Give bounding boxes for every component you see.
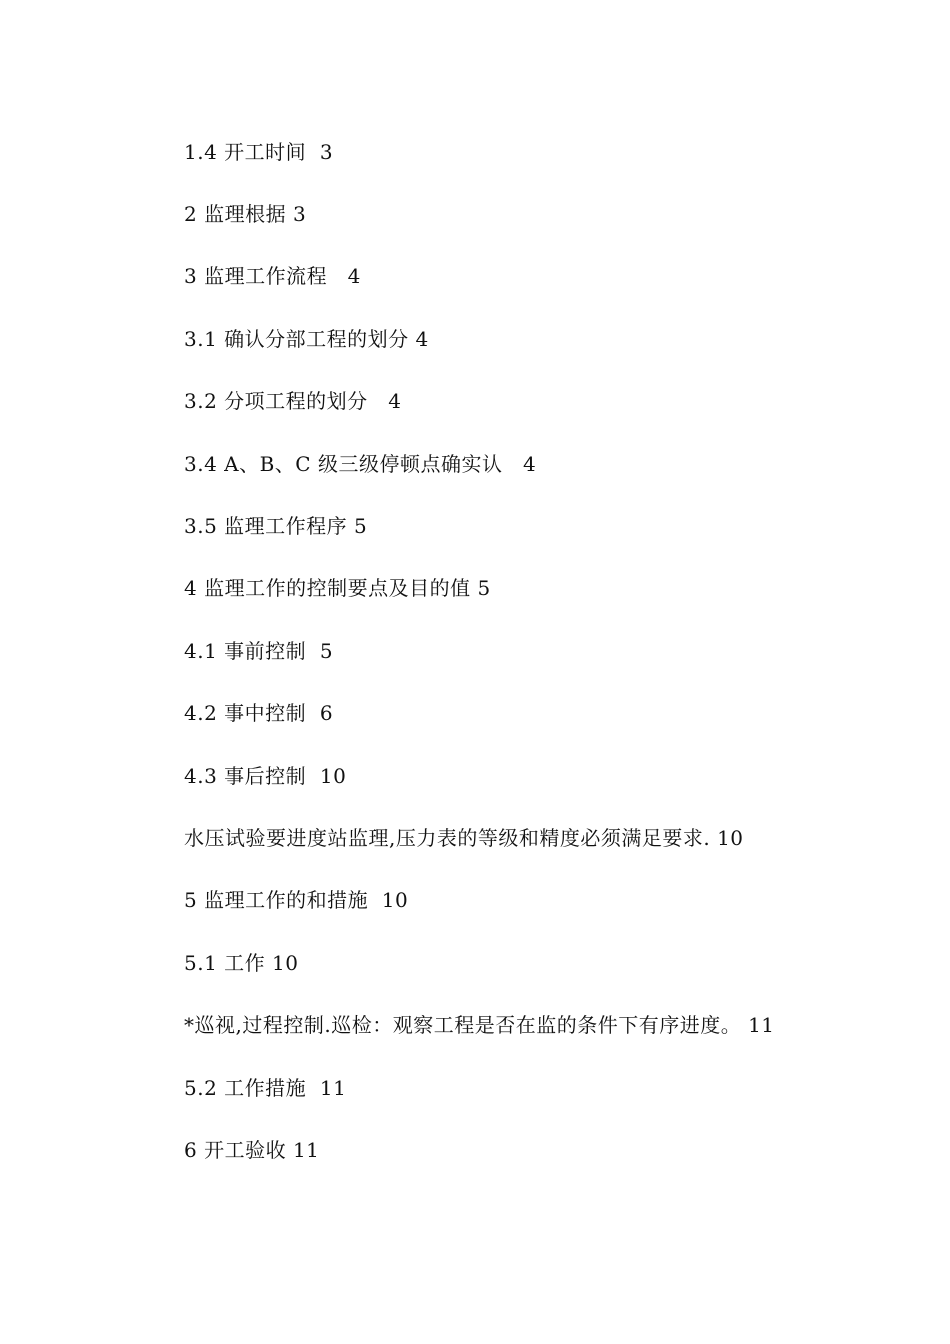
toc-entry-4-1: 4.1 事前控制 5 (184, 639, 334, 663)
toc-entry-5-2: 5.2 工作措施 11 (184, 1076, 347, 1100)
toc-entry-1-4: 1.4 开工时间 3 (184, 140, 334, 164)
toc-entry-4: 4 监理工作的控制要点及目的值 5 (184, 576, 491, 600)
toc-entry-6: 6 开工验收 11 (184, 1138, 320, 1162)
toc-entry-3: 3 监理工作流程 4 (184, 264, 361, 288)
toc-entry-3-4: 3.4 A、B、C 级三级停顿点确实认 4 (184, 452, 537, 476)
toc-entry-2: 2 监理根据 3 (184, 202, 307, 226)
toc-entry-patrol: *巡视,过程控制.巡检：观察工程是否在监的条件下有序进度。 11 (184, 1013, 775, 1037)
toc-entry-4-2: 4.2 事中控制 6 (184, 701, 334, 725)
toc-entry-5: 5 监理工作的和措施 10 (184, 888, 409, 912)
table-of-contents (184, 0, 924, 1344)
toc-entry-5-1: 5.1 工作 10 (184, 951, 299, 975)
toc-entry-3-1: 3.1 确认分部工程的划分 4 (184, 327, 429, 351)
toc-entry-3-2: 3.2 分项工程的划分 4 (184, 389, 402, 413)
toc-entry-3-5: 3.5 监理工作程序 5 (184, 514, 368, 538)
toc-entry-hydro-test: 水压试验要进度站监理,压力表的等级和精度必须满足要求. 10 (184, 826, 744, 850)
toc-entry-4-3: 4.3 事后控制 10 (184, 764, 347, 788)
